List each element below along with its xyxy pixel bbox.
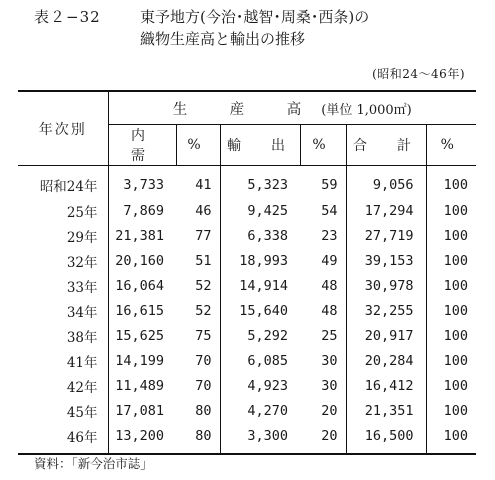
total-cell: 17,294: [346, 198, 426, 223]
year-cell: 42年: [66, 379, 98, 396]
year-cell: 38年: [66, 329, 98, 346]
total-cell: 30,978: [346, 273, 426, 298]
domestic-pct-cell: 52: [195, 302, 212, 319]
total-cell: 16,412: [346, 373, 426, 398]
total-cell: 9,056: [346, 166, 426, 199]
domestic-cell: 21,381: [108, 223, 176, 248]
domestic-pct-cell: 51: [195, 252, 212, 269]
table-body: [18, 166, 476, 454]
domestic-cell: 14,199: [108, 348, 176, 373]
column-header-domestic: 内 需: [108, 125, 176, 166]
domestic-cell: 13,200: [108, 423, 176, 453]
domestic-cell: 16,064: [108, 273, 176, 298]
production-header: [108, 91, 476, 125]
domestic-cell: 3,733: [108, 166, 176, 199]
year-cell: 29年: [66, 229, 98, 246]
year-cell: 41年: [66, 354, 98, 371]
total-cell: 20,917: [346, 323, 426, 348]
year-cell: 33年: [66, 279, 98, 296]
table-row: [18, 298, 476, 323]
domestic-pct-cell: 46: [195, 202, 212, 219]
export-cell: 14,914: [220, 273, 300, 298]
table-row: [18, 348, 476, 373]
domestic-cell: 15,625: [108, 323, 176, 348]
domestic-pct-cell: 41: [195, 177, 212, 193]
export-cell: 18,993: [220, 248, 300, 273]
domestic-pct-cell: 52: [195, 277, 212, 294]
column-header-total: 合 計: [346, 125, 426, 166]
export-cell: 6,338: [220, 223, 300, 248]
export-cell: 4,270: [220, 398, 300, 423]
export-pct-cell: 23: [321, 227, 338, 244]
total-pct-cell: 100: [426, 398, 476, 423]
year-range: (昭和24〜46年): [372, 67, 465, 81]
total-pct-cell: 100: [426, 323, 476, 348]
domestic-cell: 20,160: [108, 248, 176, 273]
domestic-cell: 17,081: [108, 398, 176, 423]
total-pct-cell: 100: [426, 273, 476, 298]
domestic-pct-cell: 80: [195, 428, 212, 444]
export-cell: 6,085: [220, 348, 300, 373]
year-column-header: 年次別: [18, 91, 108, 165]
export-pct-cell: 48: [321, 277, 338, 294]
table-row: [18, 273, 476, 298]
year-cell: 45年: [66, 404, 98, 421]
year-cell: 昭和24年: [39, 179, 98, 195]
table-row: [18, 373, 476, 398]
total-pct-cell: 100: [426, 298, 476, 323]
column-header-domestic-pct: %: [176, 125, 220, 166]
production-header-label: 生 産 高: [172, 101, 316, 118]
total-pct-cell: 100: [426, 166, 476, 199]
table-row: [18, 223, 476, 248]
table-row: [18, 323, 476, 348]
total-cell: 27,719: [346, 223, 426, 248]
export-cell: 9,425: [220, 198, 300, 223]
table-row: [18, 248, 476, 273]
domestic-pct-cell: 70: [195, 352, 212, 369]
domestic-pct-cell: 75: [195, 327, 212, 344]
column-header-export: 輸 出: [220, 125, 300, 166]
export-cell: 4,923: [220, 373, 300, 398]
table-row: [18, 423, 476, 453]
export-pct-cell: 59: [321, 177, 338, 193]
total-cell: 16,500: [346, 423, 426, 453]
source-note: 資料：「新今治市誌」: [34, 456, 153, 471]
export-cell: 5,323: [220, 166, 300, 199]
export-pct-cell: 25: [321, 327, 338, 344]
total-pct-cell: 100: [426, 348, 476, 373]
export-pct-cell: 20: [321, 428, 338, 444]
total-pct-cell: 100: [426, 223, 476, 248]
total-cell: 32,255: [346, 298, 426, 323]
export-cell: 5,292: [220, 323, 300, 348]
export-pct-cell: 49: [321, 252, 338, 269]
column-header-export-pct: %: [300, 125, 346, 166]
domestic-cell: 11,489: [108, 373, 176, 398]
year-cell: 32年: [66, 254, 98, 271]
domestic-cell: 16,615: [108, 298, 176, 323]
table-row: [18, 198, 476, 223]
export-pct-cell: 30: [321, 352, 338, 369]
total-pct-cell: 100: [426, 423, 476, 453]
year-cell: 46年: [66, 430, 98, 446]
domestic-pct-cell: 70: [195, 377, 212, 394]
domestic-pct-cell: 77: [195, 227, 212, 244]
domestic-pct-cell: 80: [195, 402, 212, 419]
title-line-2: 織物生産高と輸出の推移: [140, 30, 306, 48]
export-pct-cell: 30: [321, 377, 338, 394]
year-cell: 25年: [66, 204, 98, 221]
total-pct-cell: 100: [426, 198, 476, 223]
export-cell: 3,300: [220, 423, 300, 453]
export-pct-cell: 20: [321, 402, 338, 419]
title-line-1: 東予地方(今治･越智･周桑･西条)の: [140, 8, 370, 26]
table-title: [34, 6, 369, 50]
total-cell: 21,351: [346, 398, 426, 423]
table-number: 表２−32: [34, 8, 101, 26]
export-cell: 15,640: [220, 298, 300, 323]
column-header-total-pct: %: [426, 125, 476, 166]
export-pct-cell: 48: [321, 302, 338, 319]
unit-label: (単位 1,000㎡): [321, 102, 412, 118]
total-cell: 39,153: [346, 248, 426, 273]
year-cell: 34年: [66, 304, 98, 321]
total-pct-cell: 100: [426, 373, 476, 398]
production-table: [18, 90, 476, 455]
total-pct-cell: 100: [426, 248, 476, 273]
total-cell: 20,284: [346, 348, 426, 373]
domestic-cell: 7,869: [108, 198, 176, 223]
table-row: [18, 166, 476, 199]
table-row: [18, 398, 476, 423]
export-pct-cell: 54: [321, 202, 338, 219]
